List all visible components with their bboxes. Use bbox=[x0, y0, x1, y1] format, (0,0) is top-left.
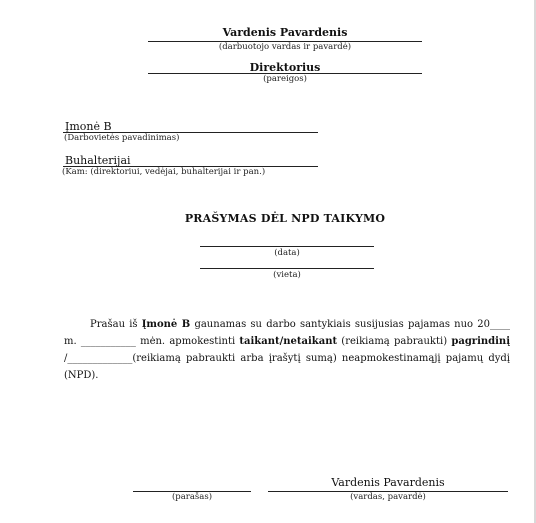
position-value: Direktorius bbox=[249, 61, 321, 74]
request-text-4: /_____________(reikiamą pabraukti arba įrašytį sumą) neapmokestinamąjį pajamų dydį (NPD). bbox=[64, 353, 510, 381]
company-name: Įmonė B bbox=[65, 120, 112, 133]
request-text-1: Prašau iš bbox=[90, 319, 142, 330]
request-company: Įmonė B bbox=[141, 319, 191, 330]
recipient-value: Buhalterijai bbox=[65, 154, 131, 167]
request-main-option: pagrindinį bbox=[451, 336, 511, 347]
request-text-3: (reikiamą pabraukti) bbox=[337, 336, 452, 347]
employee-name-caption: (darbuotojo vardas ir pavardė) bbox=[218, 42, 352, 52]
signature-caption: (parašas) bbox=[171, 492, 213, 502]
request-text-2: gaunamas su darbo santykiais susijusias pajamas nuo 20____ m. ___________ mėn. apmokestinti bbox=[64, 319, 510, 347]
document-title: PRAŠYMAS DĖL NPD TAIKYMO bbox=[184, 212, 386, 225]
signer-caption: (vardas, pavardė) bbox=[350, 492, 426, 502]
signer-name: Vardenis Pavardenis bbox=[331, 476, 445, 489]
employee-name: Vardenis Pavardenis bbox=[222, 26, 348, 39]
request-apply-option: taikant/netaikant bbox=[239, 336, 338, 347]
place-caption: (vieta) bbox=[273, 270, 301, 280]
company-caption: (Darbovietės pavadinimas) bbox=[64, 133, 180, 143]
date-line bbox=[200, 246, 374, 247]
request-paragraph bbox=[64, 316, 510, 384]
date-caption: (data) bbox=[274, 248, 300, 258]
place-line bbox=[200, 268, 374, 269]
position-caption: (pareigos) bbox=[263, 74, 307, 84]
recipient-caption: (Kam: (direktoriui, vedėjai, buhalterijai ir pan.) bbox=[62, 167, 266, 177]
